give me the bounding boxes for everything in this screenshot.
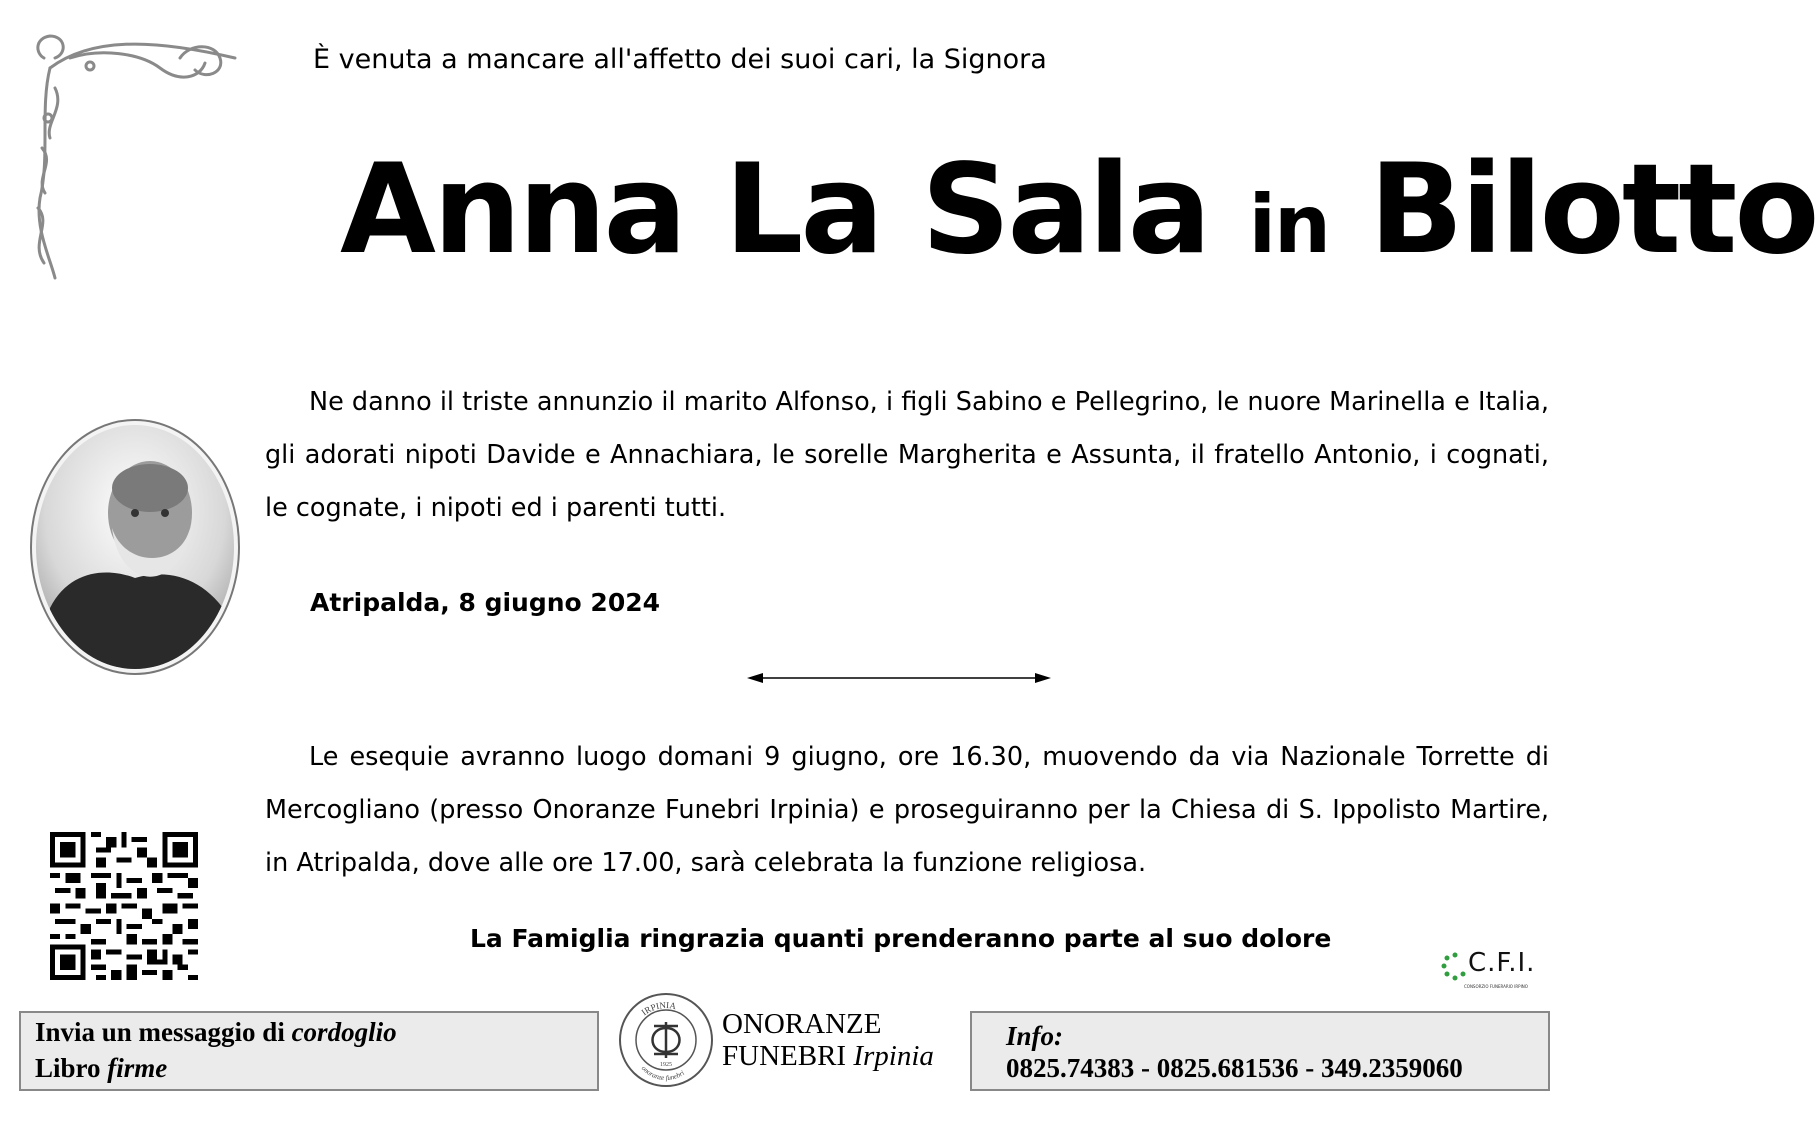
guestbook-link[interactable] (35, 1053, 167, 1084)
info-label: Info: (1006, 1021, 1064, 1051)
seal-year: 1925 (660, 1062, 672, 1068)
funeral-paragraph: Le esequie avranno luogo domani 9 giugno, ore 16.30, muovendo da via Nazionale Torrette di Mercogliano (presso Onoranze Funebri Irpinia) e proseguiranno per la Chiesa di S. Ippolisto Martire, in Atripalda, dove alle ore 17.00, sarà celebrata la funzione religiosa. (265, 742, 1549, 878)
seal-top-text: IRPINIA (639, 999, 677, 1018)
announcement-paragraph: Ne danno il triste annunzio il marito Alfonso, i figli Sabino e Pellegrino, le nuore Marinella e Italia, gli adorati nipoti Davide e Annachiara, le sorelle Margherita e Assunta, il fratello Antonio, i cognati, le cognate, i nipoti ed i parenti tutti. (265, 387, 1549, 523)
info-box (970, 1011, 1550, 1091)
portrait-photo (30, 418, 240, 676)
agency-name-line2 (722, 1040, 934, 1073)
guestbook-link-text: Libro (35, 1053, 108, 1083)
cfi-logo-subtitle: CONSORZIO FUNERARIO IRPINO (1464, 984, 1528, 989)
deceased-name (340, 138, 1817, 282)
thanks-text: La Famiglia ringrazia quanti prenderanno parte al suo dolore (470, 924, 1332, 953)
divider-arrow-icon (745, 668, 1053, 688)
deceased-connector: in (1248, 178, 1329, 271)
cfi-logo-text: C.F.I. (1468, 948, 1536, 978)
agency-name-prefix: FUNEBRI (722, 1040, 854, 1072)
condolence-link[interactable] (35, 1017, 397, 1048)
cfi-dots-icon (1442, 952, 1468, 982)
place-date: Atripalda, 8 giugno 2024 (310, 588, 661, 617)
deceased-last-name: Bilotto (1369, 138, 1817, 282)
guestbook-link-italic: firme (107, 1053, 168, 1083)
phone-numbers[interactable]: 0825.74383 - 0825.681536 - 349.2359060 (1006, 1053, 1463, 1083)
corner-ornament-icon (30, 28, 240, 283)
seal-bottom-text: onoranze funebri (639, 1064, 686, 1083)
qr-code-icon[interactable] (50, 832, 198, 980)
agency-name-italic: Irpinia (853, 1040, 934, 1072)
condolence-box[interactable] (19, 1011, 599, 1091)
condolence-link-text: Invia un messaggio di (35, 1017, 292, 1047)
agency-seal-icon (618, 992, 714, 1088)
deceased-first-name: Anna La Sala (340, 138, 1209, 282)
condolence-link-italic: cordoglio (291, 1017, 397, 1047)
agency-name-line1: ONORANZE (722, 1008, 882, 1040)
cfi-logo (1442, 946, 1542, 998)
intro-text: È venuta a mancare all'affetto dei suoi cari, la Signora (313, 44, 1047, 75)
